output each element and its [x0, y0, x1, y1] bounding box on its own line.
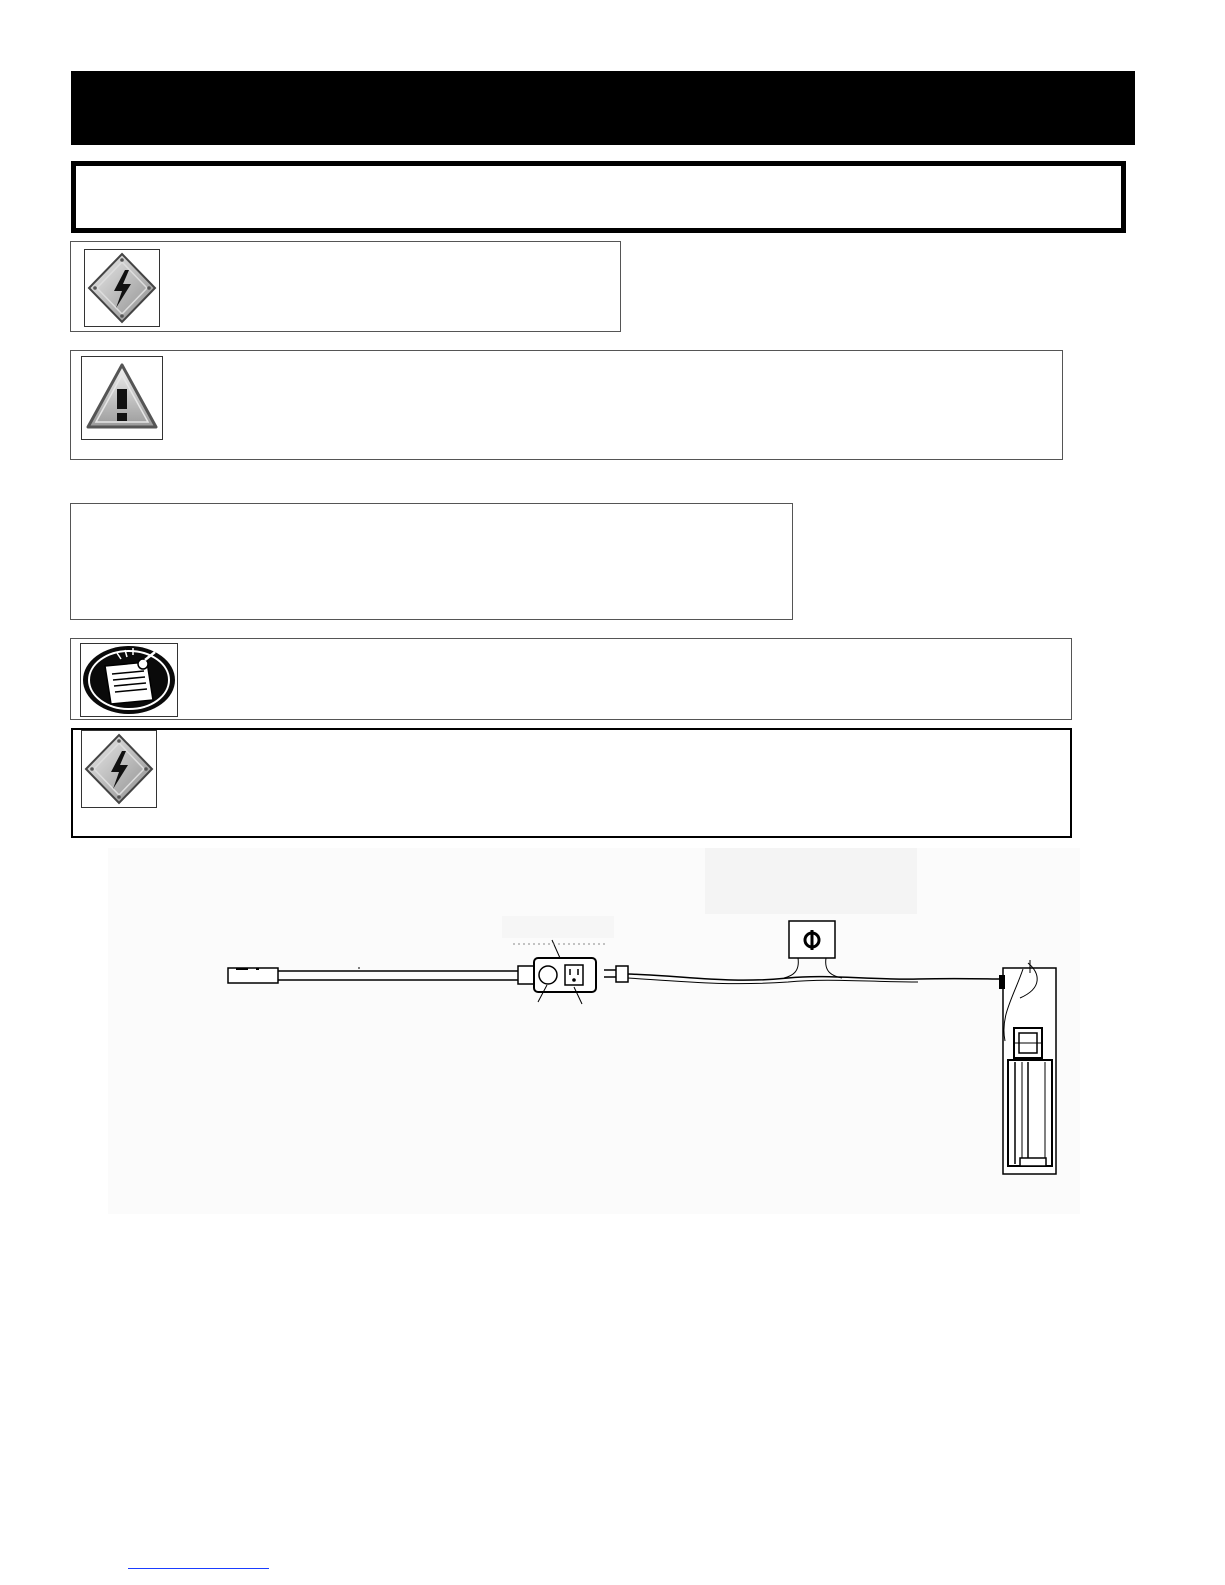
lightning-bolt-diamond-icon: [81, 730, 157, 808]
lightning-bolt-diamond-icon: [84, 249, 160, 327]
wiring-diagram-drawing: [108, 848, 1080, 1214]
electrical-warning-callout: [70, 241, 621, 332]
speed-control-knob-icon: [539, 966, 557, 984]
caution-callout: [70, 350, 1063, 460]
footer-link[interactable]: [128, 1568, 269, 1569]
note-callout: [70, 638, 1072, 720]
note-pad-pin-icon: [80, 643, 178, 717]
blower-assembly: [999, 960, 1056, 1174]
info-box: [70, 503, 793, 620]
notice-box: [71, 161, 1126, 233]
section-header-bar: [71, 71, 1135, 145]
exclamation-triangle-icon: [81, 356, 163, 440]
electrical-outlet-icon: [565, 965, 583, 985]
control-box: [513, 940, 608, 1004]
blower-wiring-diagram: [108, 848, 1080, 1214]
power-plug: [604, 966, 628, 982]
electrical-warning-callout-2: [71, 728, 1072, 838]
thermodisc-probe: [228, 968, 518, 983]
thermostat-symbol-icon: [784, 921, 842, 978]
